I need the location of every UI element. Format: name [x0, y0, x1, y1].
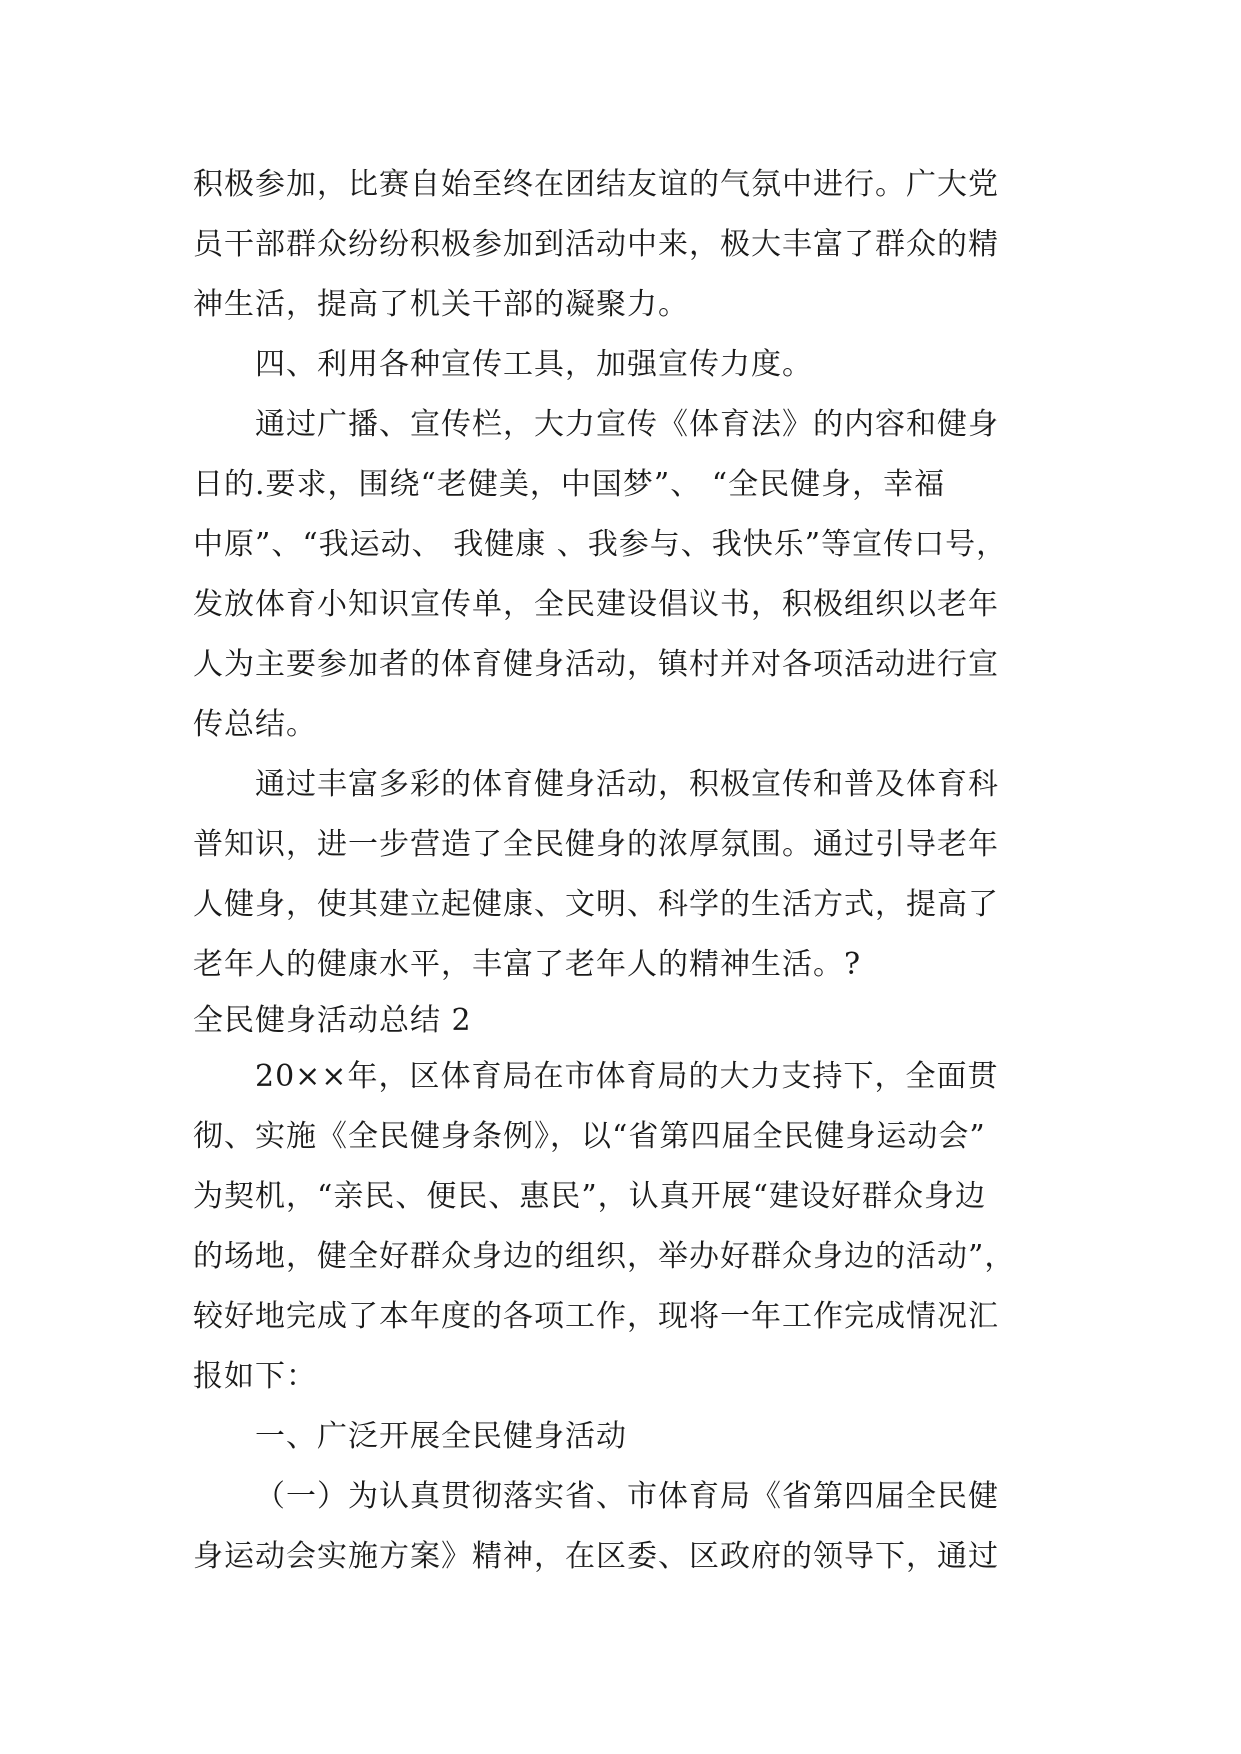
document-body [193, 155, 1053, 1587]
text-line: 人健身，使其建立起健康、文明、科学的生活方式，提高了 [193, 887, 999, 922]
text-line: （一）为认真贯彻落实省、市体育局《省第四届全民健 [255, 1479, 999, 1514]
text-line: 员干部群众纷纷积极参加到活动中来，极大丰富了群众的精 [193, 227, 999, 262]
text-line: 通过丰富多彩的体育健身活动，积极宣传和普及体育科 [255, 767, 999, 802]
text-line: 日的.要求，围绕“老健美，中国梦”、 “全民健身，幸福 [193, 467, 946, 502]
text-line: 彻、实施《全民健身条例》，以“省第四届全民健身运动会” [193, 1119, 986, 1154]
text-line: 老年人的健康水平，丰富了老年人的精神生活。? [193, 947, 862, 982]
text-line: 积极参加，比赛自始至终在团结友谊的气氛中进行。广大党 [193, 167, 999, 202]
text-line: 报如下： [193, 1359, 317, 1394]
section-heading: 全民健身活动总结 2 [193, 1003, 472, 1038]
text-line: 四、利用各种宣传工具，加强宣传力度。 [255, 347, 813, 382]
text-line: 为契机，“亲民、便民、惠民”，认真开展“建设好群众身边 [193, 1179, 987, 1214]
text-line: 通过广播、宣传栏，大力宣传《体育法》的内容和健身 [255, 407, 999, 442]
text-line: 中原”、“我运动、 我健康 、我参与、我快乐”等宣传口号， [193, 527, 1008, 562]
text-line: 20××年，区体育局在市体育局的大力支持下，全面贯 [255, 1059, 999, 1094]
text-line: 身运动会实施方案》精神，在区委、区政府的领导下，通过 [193, 1539, 999, 1574]
text-line: 一、广泛开展全民健身活动 [255, 1419, 627, 1454]
text-line: 较好地完成了本年度的各项工作，现将一年工作完成情况汇 [193, 1299, 999, 1334]
text-line: 发放体育小知识宣传单，全民建设倡议书，积极组织以老年 [193, 587, 999, 622]
text-line: 人为主要参加者的体育健身活动，镇村并对各项活动进行宣 [193, 647, 999, 682]
text-line: 普知识，进一步营造了全民健身的浓厚氛围。通过引导老年 [193, 827, 999, 862]
text-line: 的场地，健全好群众身边的组织，举办好群众身边的活动”， [193, 1239, 1016, 1274]
text-line: 神生活，提高了机关干部的凝聚力。 [193, 287, 689, 322]
text-line: 传总结。 [193, 707, 317, 742]
